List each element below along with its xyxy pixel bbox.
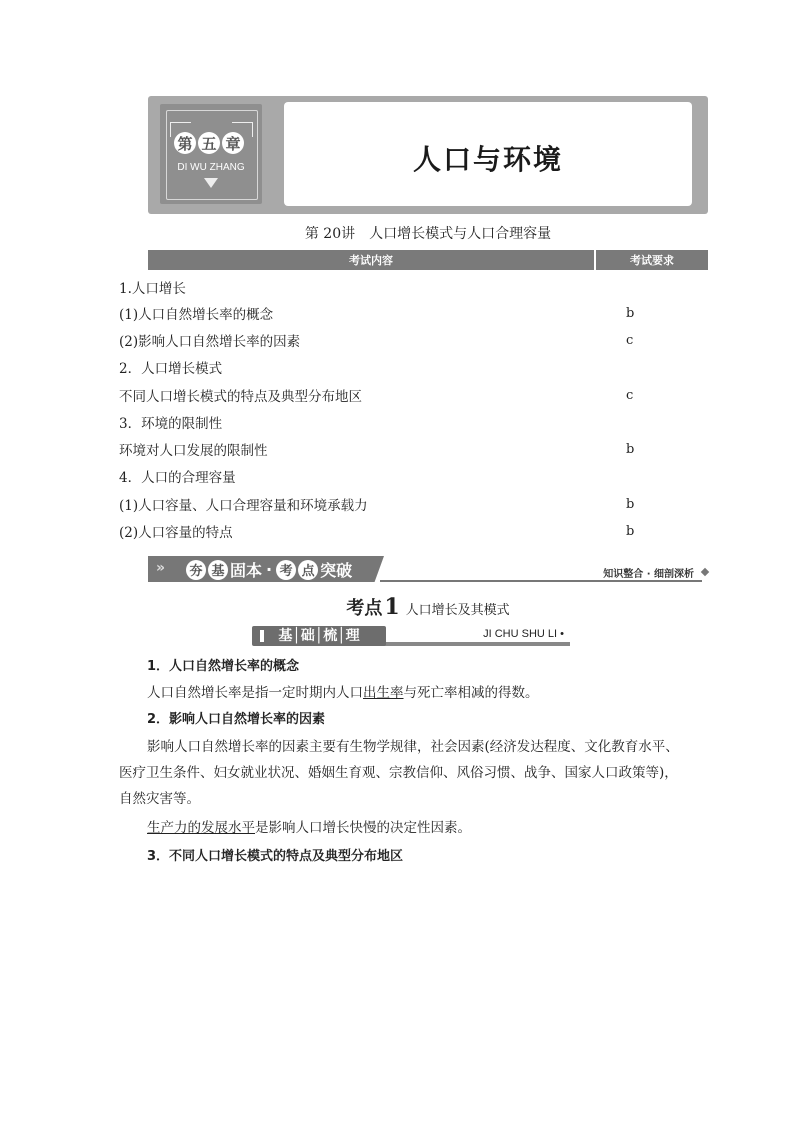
heading-circle-char: 点 bbox=[298, 560, 318, 580]
kaodian-heading bbox=[148, 594, 708, 620]
table-row: (2)人口容量的特点 bbox=[119, 525, 233, 541]
underlined-term: 生产力的发展水平 bbox=[147, 820, 255, 836]
table-row: 3．环境的限制性 bbox=[119, 416, 223, 432]
kaodian-number: 1 bbox=[384, 594, 400, 620]
content-paragraph-1 bbox=[119, 680, 679, 706]
strip-rule bbox=[380, 580, 702, 582]
heading-text: 固本 bbox=[230, 561, 263, 580]
table-row: 2．人口增长模式 bbox=[119, 361, 223, 377]
table-row: 环境对人口发展的限制性 bbox=[119, 443, 268, 459]
underlined-term: 出生率 bbox=[363, 685, 404, 701]
heading-dot: · bbox=[266, 560, 273, 579]
requirement-value: b bbox=[626, 497, 635, 512]
table-row: (1)人口容量、人口合理容量和环境承载力 bbox=[119, 498, 368, 514]
requirement-value: b bbox=[626, 524, 635, 539]
heading-circle-char: 夯 bbox=[186, 560, 206, 580]
chapter-badge bbox=[160, 104, 262, 204]
down-triangle-icon bbox=[204, 178, 218, 188]
basics-label: 基│础│梳│理 bbox=[278, 628, 360, 644]
content-paragraph-3 bbox=[119, 815, 679, 841]
basics-pinyin: JI CHU SHU LI • bbox=[483, 628, 564, 640]
kaodian-label: 考点 bbox=[346, 598, 383, 619]
text-run: 人口自然增长率是指一定时期内人口 bbox=[147, 685, 363, 701]
section-strip bbox=[148, 556, 708, 582]
badge-char: 五 bbox=[198, 132, 220, 154]
content-paragraph-2: 影响人口自然增长率的因素主要有生物学规律，社会因素(经济发达程度、文化教育水平、医疗卫生条件、妇女就业状况、婚姻生育观、宗教信仰、风俗习惯、战争、国家人口政策等)，自然灾害等。 bbox=[119, 739, 679, 807]
lecture-title: 第 20讲 人口增长模式与人口合理容量 bbox=[304, 226, 552, 242]
chapter-title-box bbox=[284, 102, 692, 206]
badge-pinyin: DI WU ZHANG bbox=[177, 162, 245, 173]
badge-char: 第 bbox=[174, 132, 196, 154]
chapter-banner bbox=[148, 96, 708, 214]
heading-circle-char: 基 bbox=[208, 560, 228, 580]
text-run: 是影响人口增长快慢的决定性因素。 bbox=[255, 820, 471, 836]
basics-bar bbox=[252, 626, 570, 646]
table-header-content: 考试内容 bbox=[148, 250, 594, 270]
content-heading-2: 2．影响人口自然增长率的因素 bbox=[147, 712, 326, 727]
requirement-value: b bbox=[626, 306, 635, 321]
diamond-icon bbox=[701, 568, 709, 576]
table-header-requirement: 考试要求 bbox=[596, 250, 708, 270]
table-row: 不同人口增长模式的特点及典型分布地区 bbox=[119, 389, 362, 405]
strip-right-label: 知识整合 · 细剖深析 bbox=[603, 569, 694, 580]
heading-circle-char: 考 bbox=[276, 560, 296, 580]
badge-chars bbox=[174, 132, 244, 154]
requirement-value: b bbox=[626, 442, 635, 457]
table-row: (2)影响人口自然增长率的因素 bbox=[119, 334, 301, 350]
table-row: (1)人口自然增长率的概念 bbox=[119, 307, 274, 323]
table-row: 4．人口的合理容量 bbox=[119, 470, 236, 486]
badge-char: 章 bbox=[222, 132, 244, 154]
requirement-value: c bbox=[626, 333, 634, 348]
content-heading-3: 3．不同人口增长模式的特点及典型分布地区 bbox=[147, 849, 404, 864]
requirement-value: c bbox=[626, 388, 634, 403]
content-heading-1: 1．人口自然增长率的概念 bbox=[147, 659, 300, 674]
chapter-title: 人口与环境 bbox=[412, 143, 563, 176]
table-row: 1.人口增长 bbox=[119, 281, 186, 297]
kaodian-subtitle: 人口增长及其模式 bbox=[405, 603, 510, 618]
heading-text: 突破 bbox=[320, 561, 353, 580]
section-heading bbox=[186, 558, 352, 581]
double-chevron-icon: » bbox=[156, 560, 166, 576]
text-run: 与死亡率相减的得数。 bbox=[403, 685, 539, 701]
basics-rule bbox=[382, 642, 570, 646]
